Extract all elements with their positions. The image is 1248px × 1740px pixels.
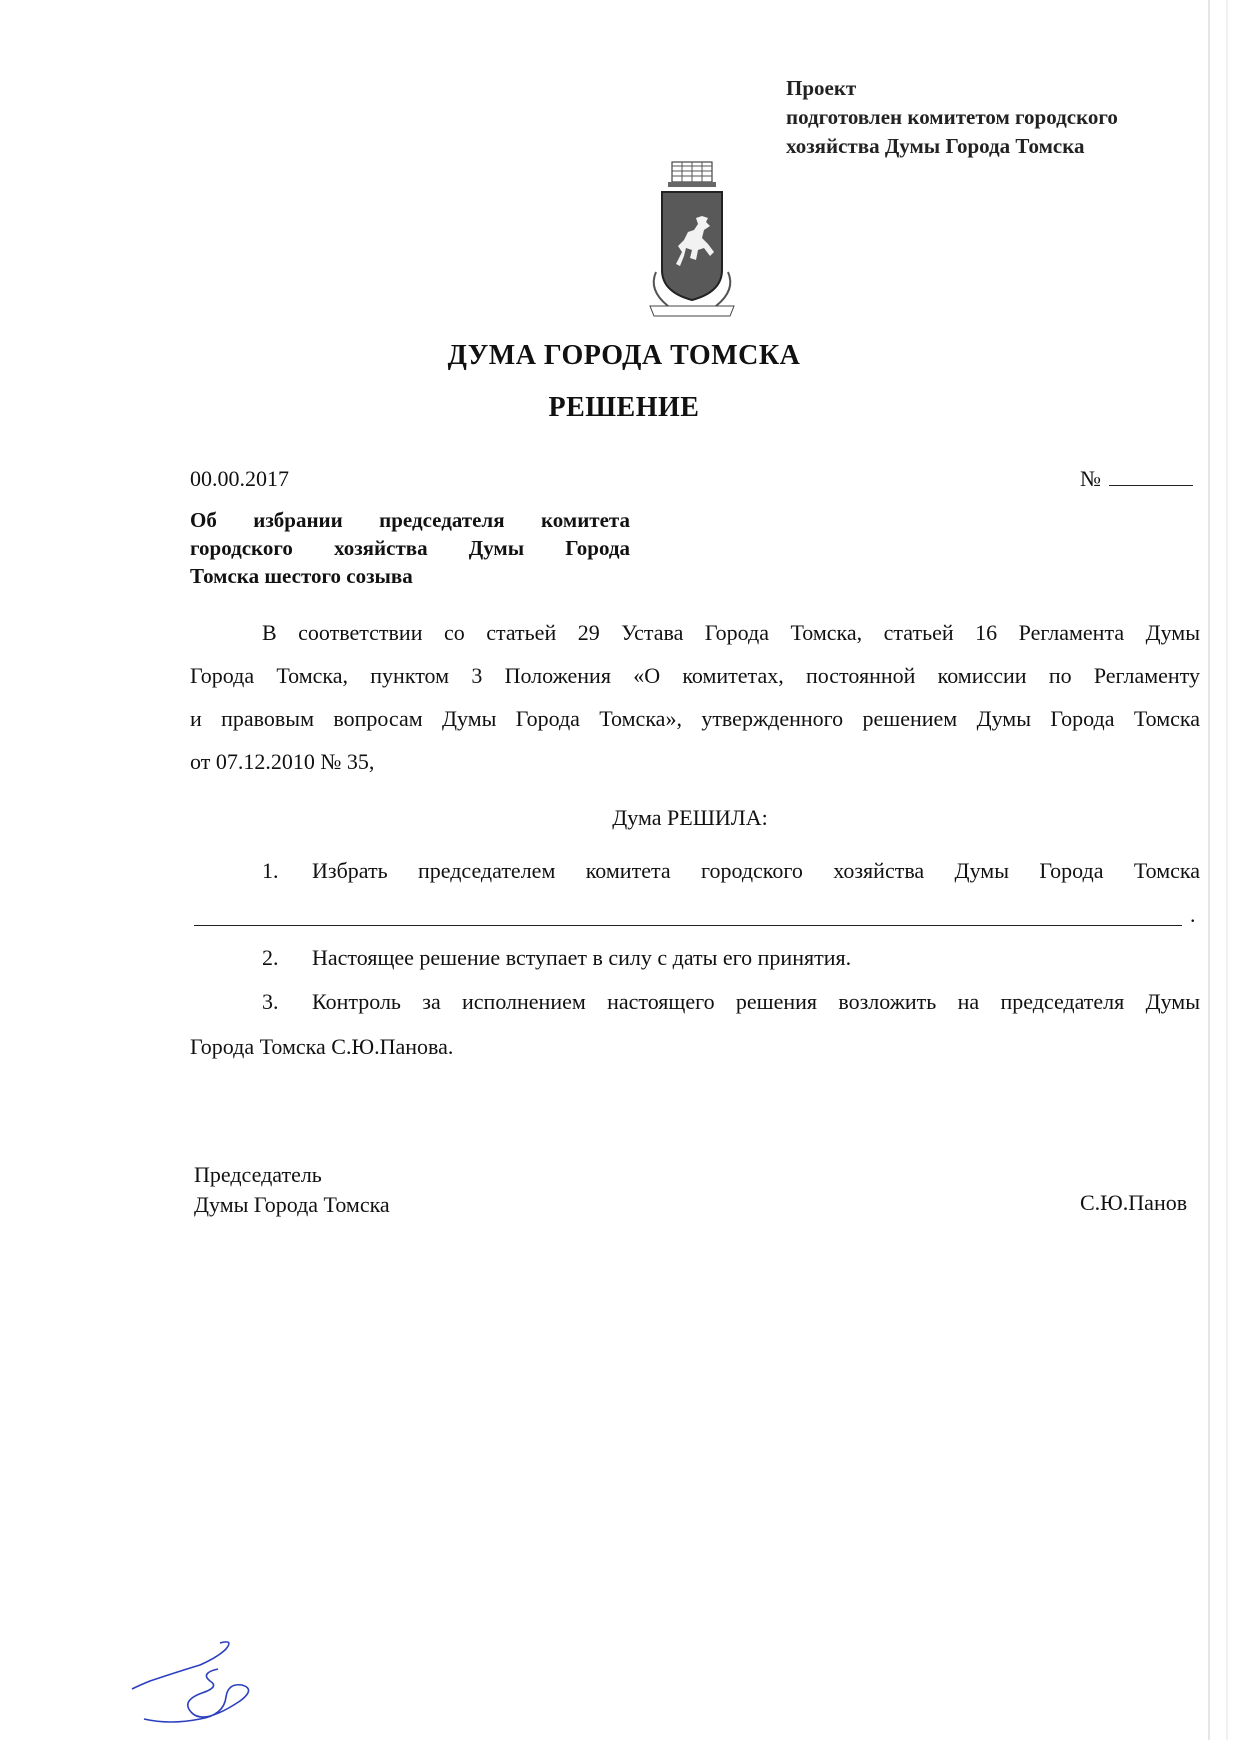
- document-type-title: РЕШЕНИЕ: [548, 392, 700, 423]
- preamble-line: и правовым вопросам Думы Города Томска», утвержденного решением Думы Города Томска: [190, 706, 1200, 731]
- signer-title: [194, 1160, 390, 1220]
- item-text: Настоящее решение вступает в силу с даты его принятия.: [312, 945, 852, 970]
- blank-fill-line: [194, 925, 1182, 926]
- preamble-line: В соответствии со статьей 29 Устава Города Томска, статьей 16 Регламента Думы: [262, 620, 1200, 645]
- tomsk-coat-of-arms-icon: [638, 160, 746, 320]
- project-note: [786, 74, 1206, 161]
- preamble-line: от 07.12.2010 № 35,: [190, 749, 375, 774]
- item-number: 1.: [262, 858, 279, 883]
- signer-name: С.Ю.Панов: [1080, 1190, 1188, 1215]
- scan-artifact: [1208, 0, 1210, 1740]
- number-label: №: [1080, 466, 1101, 491]
- number-blank-line: [1109, 484, 1193, 486]
- item-text: Города Томска С.Ю.Панова.: [190, 1034, 454, 1059]
- signer-title-line: Председатель: [194, 1162, 322, 1187]
- item-end-period: .: [1190, 902, 1196, 927]
- handwritten-signature-icon: [130, 1635, 270, 1735]
- signer-title-line: Думы Города Томска: [194, 1192, 390, 1217]
- scan-artifact: [1226, 0, 1228, 1740]
- decision-heading: Дума РЕШИЛА:: [612, 805, 768, 830]
- item-text: Контроль за исполнением настоящего решения возложить на председателя Думы: [312, 989, 1200, 1014]
- project-note-line: хозяйства Думы Города Томска: [786, 134, 1085, 158]
- document-date: 00.00.2017: [190, 466, 289, 491]
- subject-line: Томска шестого созыва: [190, 564, 413, 588]
- item-number: 2.: [262, 945, 279, 970]
- document-subject: [190, 506, 630, 590]
- document-number: [1080, 466, 1193, 492]
- subject-line: городского хозяйства Думы Города: [190, 536, 630, 560]
- subject-line: Об избрании председателя комитета: [190, 508, 630, 532]
- project-note-line: подготовлен комитетом городского: [786, 105, 1118, 129]
- organization-title: ДУМА ГОРОДА ТОМСКА: [447, 340, 801, 371]
- item-number: 3.: [262, 989, 279, 1014]
- project-note-line: Проект: [786, 76, 857, 100]
- item-text: Избрать председателем комитета городского хозяйства Думы Города Томска: [312, 858, 1200, 883]
- preamble-line: Города Томска, пунктом 3 Положения «О комитетах, постоянной комиссии по Регламенту: [190, 663, 1200, 688]
